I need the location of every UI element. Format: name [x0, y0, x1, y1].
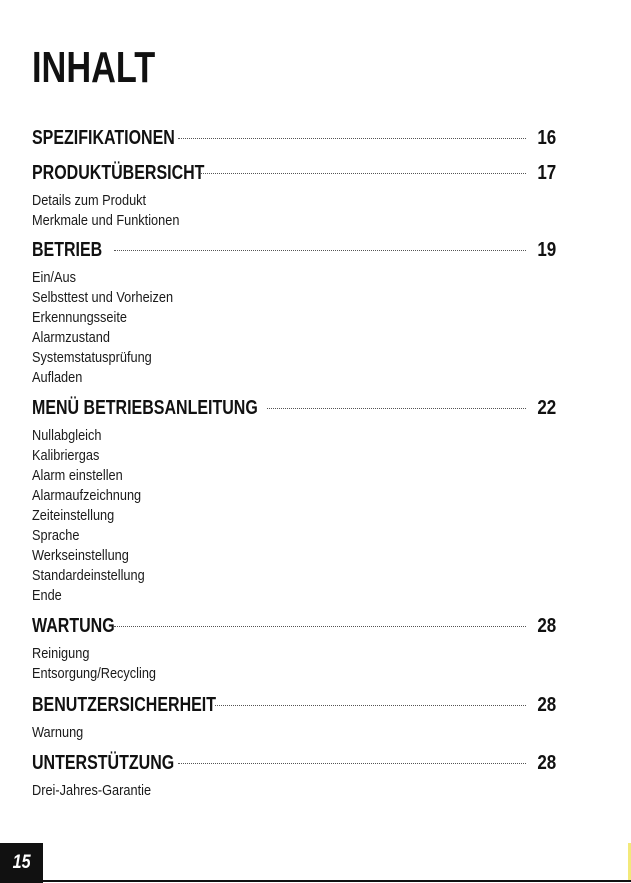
toc-heading-menue-betriebsanleitung[interactable] [32, 396, 556, 420]
toc-item[interactable]: Alarmaufzeichnung [32, 487, 142, 504]
toc-heading-label: BENUTZERSICHERHEIT [32, 694, 217, 716]
footer-rule [43, 880, 631, 882]
toc-heading-spezifikationen[interactable] [32, 126, 556, 150]
toc-item[interactable]: Alarmzustand [32, 329, 110, 346]
toc-heading-unterstuetzung[interactable] [32, 751, 556, 775]
page-number-tab [0, 843, 43, 883]
dot-leader [201, 173, 526, 174]
toc-page-number: 28 [537, 615, 556, 637]
dot-leader [178, 138, 526, 139]
toc-heading-benutzersicherheit[interactable] [32, 693, 556, 717]
toc-page-number: 28 [537, 752, 556, 774]
toc-page-number: 16 [537, 127, 556, 149]
toc-item[interactable]: Merkmale und Funktionen [32, 212, 180, 229]
toc-page-number: 17 [537, 162, 556, 184]
toc-item[interactable]: Nullabgleich [32, 427, 102, 444]
toc-item[interactable]: Entsorgung/Recycling [32, 665, 157, 682]
dot-leader [178, 763, 526, 764]
toc-item[interactable]: Details zum Produkt [32, 192, 147, 209]
toc-heading-label: SPEZIFIKATIONEN [32, 127, 175, 149]
page-number: 15 [12, 852, 31, 873]
toc-page-number: 28 [537, 694, 556, 716]
toc-heading-label: BETRIEB [32, 239, 103, 261]
dot-leader [215, 705, 526, 706]
toc-heading-label: PRODUKTÜBERSICHT [32, 162, 205, 184]
toc-item[interactable]: Ende [32, 587, 62, 604]
dot-leader [114, 626, 526, 627]
toc-heading-wartung[interactable] [32, 614, 556, 638]
dot-leader [114, 250, 526, 251]
toc-heading-label: UNTERSTÜTZUNG [32, 752, 175, 774]
toc-item[interactable]: Zeiteinstellung [32, 507, 115, 524]
toc-item[interactable]: Kalibriergas [32, 447, 100, 464]
toc-item[interactable]: Werkseinstellung [32, 547, 129, 564]
toc-item[interactable]: Selbsttest und Vorheizen [32, 289, 174, 306]
toc-heading-betrieb[interactable] [32, 238, 556, 262]
toc-item[interactable]: Systemstatusprüfung [32, 349, 152, 366]
toc-page-number: 19 [537, 239, 556, 261]
toc-heading-produktuebersicht[interactable] [32, 161, 556, 185]
toc-item[interactable]: Standardeinstellung [32, 567, 145, 584]
toc-item[interactable]: Alarm einstellen [32, 467, 123, 484]
toc-item[interactable]: Erkennungsseite [32, 309, 127, 326]
toc-heading-label: WARTUNG [32, 615, 115, 637]
toc-item[interactable]: Aufladen [32, 369, 83, 386]
page-title: INHALT [32, 43, 156, 92]
toc-item[interactable]: Reinigung [32, 645, 90, 662]
toc-item[interactable]: Warnung [32, 724, 84, 741]
toc-page-number: 22 [537, 397, 556, 419]
toc-item[interactable]: Sprache [32, 527, 80, 544]
toc-item[interactable]: Drei-Jahres-Garantie [32, 782, 152, 799]
toc-item[interactable]: Ein/Aus [32, 269, 76, 286]
dot-leader [267, 408, 526, 409]
toc-heading-label: MENÜ BETRIEBSANLEITUNG [32, 397, 258, 419]
